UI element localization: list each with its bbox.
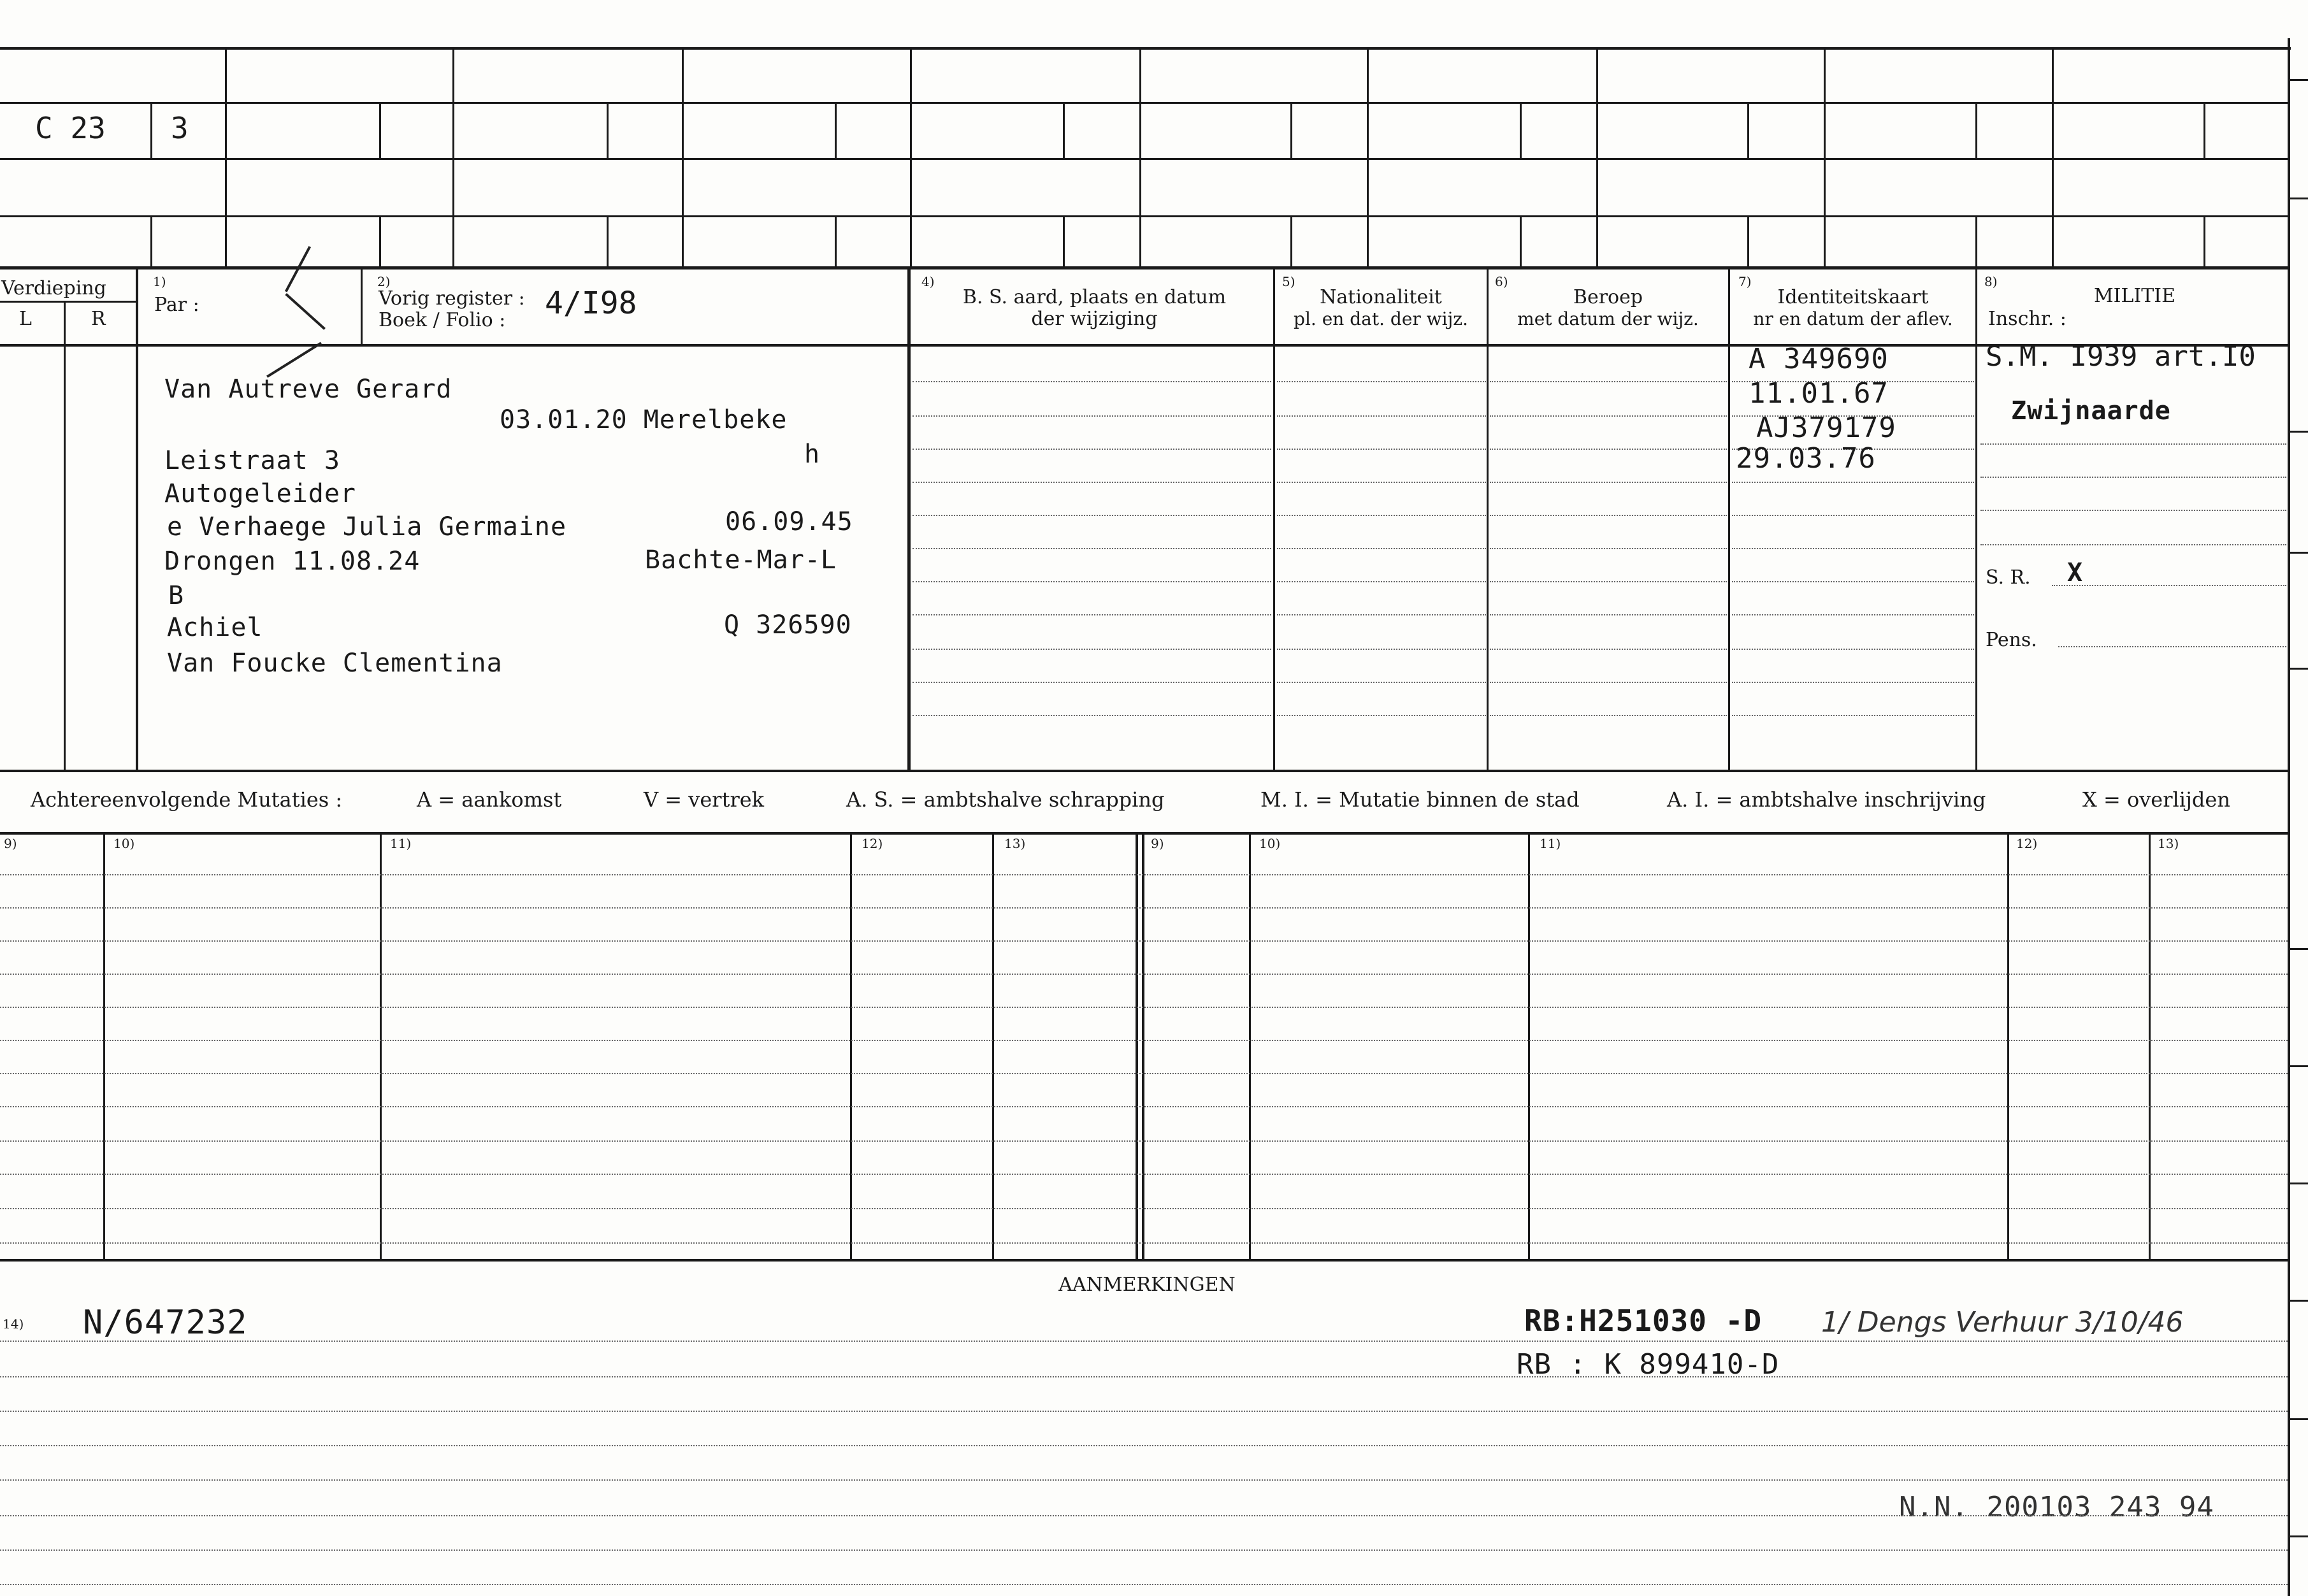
grid-v-minor [1975,103,1977,159]
person-q-number: Q 326590 [724,610,852,640]
top-border [0,47,2291,50]
verdieping-divider [0,301,137,303]
mutatie-ai: A. I. = ambtshalve inschrijving [1667,787,1986,812]
col-divider-4 [1273,268,1275,772]
grid-v-minor [1747,217,1749,268]
mut-col-13b: 13) [2158,836,2179,851]
header-boek-folio: Boek / Folio : [379,309,506,331]
militie-pens-label: Pens. [1986,629,2037,651]
mutation-table-bottom [0,1259,2289,1262]
mut-col-12: 12) [862,836,883,851]
militie-sm: S.M. I939 art.I0 [1986,340,2256,373]
grid-v-minor [379,217,381,268]
identity-card-1: A 349690 [1749,343,1889,375]
identity-card-2: AJ379179 [1756,412,1896,444]
header-identiteitskaart: Identiteitskaart [1777,286,1929,308]
mutatie-as: A. S. = ambtshalve schrapping [846,787,1165,812]
person-spouse: e Verhaege Julia Germaine [167,512,567,542]
grid-v-minor [1290,217,1292,268]
footnote-5: 5) [1282,274,1295,289]
mut-v [2149,833,2151,1260]
grid-v-minor [1063,217,1065,268]
grid-v [452,48,454,268]
grid-v-minor [150,103,152,159]
mutatie-v: V = vertrek [644,787,765,812]
grid-v-minor [379,103,381,159]
header-vorig-register: Vorig register : [379,287,525,310]
header-beroep: Beroep [1573,286,1643,308]
mutation-table-top [0,832,2289,835]
header-l: L [19,308,32,330]
person-h: h [804,440,821,469]
col-divider-7 [1975,268,1977,772]
top-grid-row-line-1 [0,102,2289,104]
person-mother: Van Foucke Clementina [167,649,503,678]
mut-col-12b: 12) [2016,836,2038,851]
top-grid-bottom-line [0,266,2289,270]
mut-v [380,833,382,1260]
militie-place: Zwijnaarde [2011,396,2171,426]
mut-v [992,833,994,1260]
top-grid-row-line-3 [0,215,2289,217]
mut-col-9: 9) [4,836,17,851]
rb-handwritten-note: 1/ Dengs Verhuur 3/10/46 [1821,1306,2184,1339]
person-father: Achiel [167,613,263,642]
col-divider-2 [361,268,363,345]
identity-date-1: 11.01.67 [1749,377,1889,410]
mut-col-11b: 11) [1540,836,1561,851]
grid-cell-code: C 23 [35,111,106,145]
header-bs-line2: der wijziging [1031,308,1158,330]
header-identiteitskaart-sub: nr en datum der aflev. [1753,308,1953,329]
header-militie: MILITIE [2093,285,2176,307]
grid-v [1596,48,1598,268]
header-inschr: Inschr. : [1988,308,2066,330]
rb-number-1: RB:H251030 -D [1524,1304,1763,1338]
mutatie-a: A = aankomst [417,787,562,812]
header-bs-line1: B. S. aard, plaats en datum [962,286,1227,308]
mut-v [103,833,105,1260]
mut-v [1142,833,1144,1260]
grid-v-minor [2203,217,2205,268]
mut-v [1249,833,1251,1260]
person-occupation: Autogeleider [164,479,356,508]
grid-v-minor [1520,217,1522,268]
header-r: R [91,308,106,330]
grid-v-minor [150,217,152,268]
grid-v [1139,48,1141,268]
grid-v [1367,48,1369,268]
footnote-8: 8) [1984,274,1998,289]
header-nationaliteit: Nationaliteit [1320,286,1442,308]
grid-v [1824,48,1826,268]
grid-v [910,48,912,268]
person-street: Leistraat 3 [164,446,340,475]
header-verdieping: Verdieping [1,277,106,299]
militie-sr-value: X [2067,558,2084,587]
grid-v-minor [835,103,837,159]
grid-v [225,48,227,268]
n-number: N/647232 [83,1304,248,1342]
grid-v-minor [1747,103,1749,159]
grid-v-minor [1063,103,1065,159]
right-border [2288,38,2290,1596]
header-nationaliteit-sub: pl. en dat. der wijz. [1294,308,1468,329]
person-name: Van Autreve Gerard [164,375,452,404]
col-divider-5 [1487,268,1489,772]
tick-mark [266,342,322,378]
top-grid-row-line-2 [0,158,2289,160]
militie-sr-label: S. R. [1986,566,2031,589]
person-marriage-date: 06.09.45 [725,507,853,536]
col-divider-3 [907,268,911,772]
person-spouse-birth: Drongen 11.08.24 [164,547,421,576]
mutatie-mi: M. I. = Mutatie binnen de stad [1260,787,1580,812]
nn-number: N.N. 200103 243 94 [1899,1491,2214,1523]
grid-v-minor [1520,103,1522,159]
footnote-1: 1) [153,274,166,289]
col-divider-6 [1728,268,1730,772]
person-b: B [168,581,185,610]
vorig-register-value: 4/I98 [545,285,637,321]
mut-col-10b: 10) [1259,836,1281,851]
mutaties-label: Achtereenvolgende Mutaties : [31,787,343,812]
mut-col-13: 13) [1004,836,1026,851]
grid-v-minor [1290,103,1292,159]
footnote-7: 7) [1738,274,1752,289]
rb-number-2: RB : K 899410-D [1517,1348,1780,1381]
header-beroep-sub: met datum der wijz. [1517,308,1699,329]
grid-cell-number: 3 [171,111,189,145]
col-divider-1 [136,268,138,772]
header-par: Par : [154,294,199,316]
person-place: Bachte-Mar-L [645,545,837,575]
mut-col-9b: 9) [1151,836,1164,851]
footnote-14: 14) [3,1316,24,1332]
grid-v [682,48,684,268]
person-birth: 03.01.20 Merelbeke [500,405,788,435]
footnote-2: 2) [377,274,391,289]
tick-mark [285,293,326,330]
grid-v-minor [2203,103,2205,159]
mut-v [1136,833,1138,1260]
grid-v-minor [835,217,837,268]
grid-v-minor [1975,217,1977,268]
footnote-4: 4) [921,274,935,289]
footnote-6: 6) [1495,274,1508,289]
mut-col-10: 10) [113,836,135,851]
header-bottom-line [0,344,2289,347]
mutatie-x: X = overlijden [2082,787,2230,812]
aanmerkingen-title: AANMERKINGEN [1058,1274,1236,1296]
identity-date-2: 29.03.76 [1736,442,1876,475]
mut-col-11: 11) [390,836,412,851]
mut-v [1528,833,1530,1260]
grid-v [2052,48,2054,268]
grid-v-minor [607,103,609,159]
mut-v [2007,833,2009,1260]
main-bottom-line [0,770,2289,772]
lr-divider [64,301,66,772]
mut-v [850,833,852,1260]
grid-v-minor [607,217,609,268]
